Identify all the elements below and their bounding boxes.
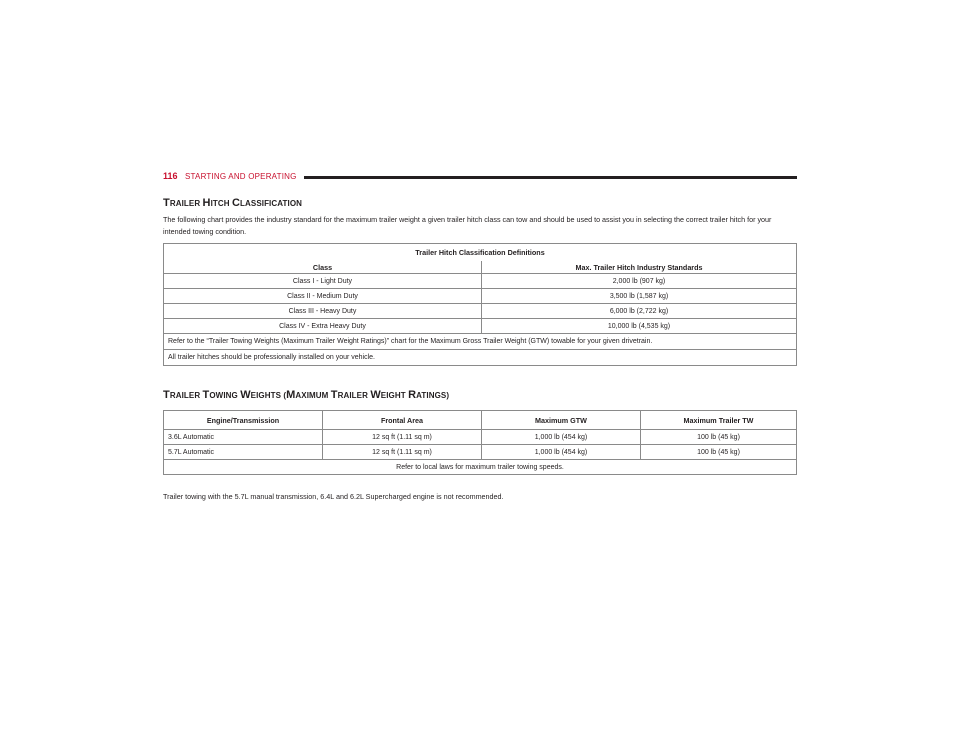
table-cell: 3,500 lb (1,587 kg) [482,289,797,304]
table-row [164,430,797,445]
heading-trailer-towing-weights: TRAILER TOWING WEIGHTS (MAXIMUM TRAILER WEIGHT RATINGS) [163,389,450,401]
table-row [164,319,797,334]
intro-paragraph: The following chart provides the industry standard for the maximum trailer weight a given trailer hitch class can tow and should be used to assist you in selecting the correct trailer hitch for your intended towing condition. [163,215,772,236]
table-cell: 2,000 lb (907 kg) [482,274,797,289]
table-row [164,289,797,304]
column-header-standards: Max. Trailer Hitch Industry Standards [482,261,797,274]
table-cell: 6,000 lb (2,722 kg) [482,304,797,319]
table-row [164,334,797,350]
table-cell: 12 sq ft (1.11 sq m) [323,430,482,445]
table-row [164,350,797,366]
table-note: All trailer hitches should be professionally installed on your vehicle. [164,350,797,366]
column-header-max-tw: Maximum Trailer TW [641,411,797,430]
table-title: Trailer Hitch Classification Definitions [164,244,797,262]
table-cell: 1,000 lb (454 kg) [482,445,641,460]
page-header [163,171,797,185]
towing-note: Trailer towing with the 5.7L manual transmission, 6.4L and 6.2L Supercharged engine is not recommended. [163,492,504,501]
table-cell: 100 lb (45 kg) [641,430,797,445]
header-rule [304,176,797,179]
table-cell: 1,000 lb (454 kg) [482,430,641,445]
table-row [164,445,797,460]
column-header-max-gtw: Maximum GTW [482,411,641,430]
towing-weights-table [163,410,797,475]
table-cell: 5.7L Automatic [164,445,323,460]
table-row [164,274,797,289]
table-row [164,460,797,475]
table-row [164,304,797,319]
table-cell: 3.6L Automatic [164,430,323,445]
column-header-engine: Engine/Transmission [164,411,323,430]
table-footer-note: Refer to local laws for maximum trailer towing speeds. [164,460,797,475]
table-cell: 10,000 lb (4,535 kg) [482,319,797,334]
hitch-classification-table [163,243,797,366]
table-cell: 100 lb (45 kg) [641,445,797,460]
heading-trailer-hitch-classification: TRAILER HITCH CLASSIFICATION [163,197,303,209]
column-header-class: Class [164,261,482,274]
table-note: Refer to the “Trailer Towing Weights (Maximum Trailer Weight Ratings)” chart for the Maximum Gross Trailer Weight (GTW) towable for your given drivetrain. [164,334,797,350]
table-cell: Class II - Medium Duty [164,289,482,304]
table-cell: 12 sq ft (1.11 sq m) [323,445,482,460]
column-header-frontal-area: Frontal Area [323,411,482,430]
table-cell: Class IV - Extra Heavy Duty [164,319,482,334]
section-title: STARTING AND OPERATING [185,172,297,181]
page-number: 116 [163,171,178,181]
table-cell: Class III - Heavy Duty [164,304,482,319]
table-cell: Class I - Light Duty [164,274,482,289]
